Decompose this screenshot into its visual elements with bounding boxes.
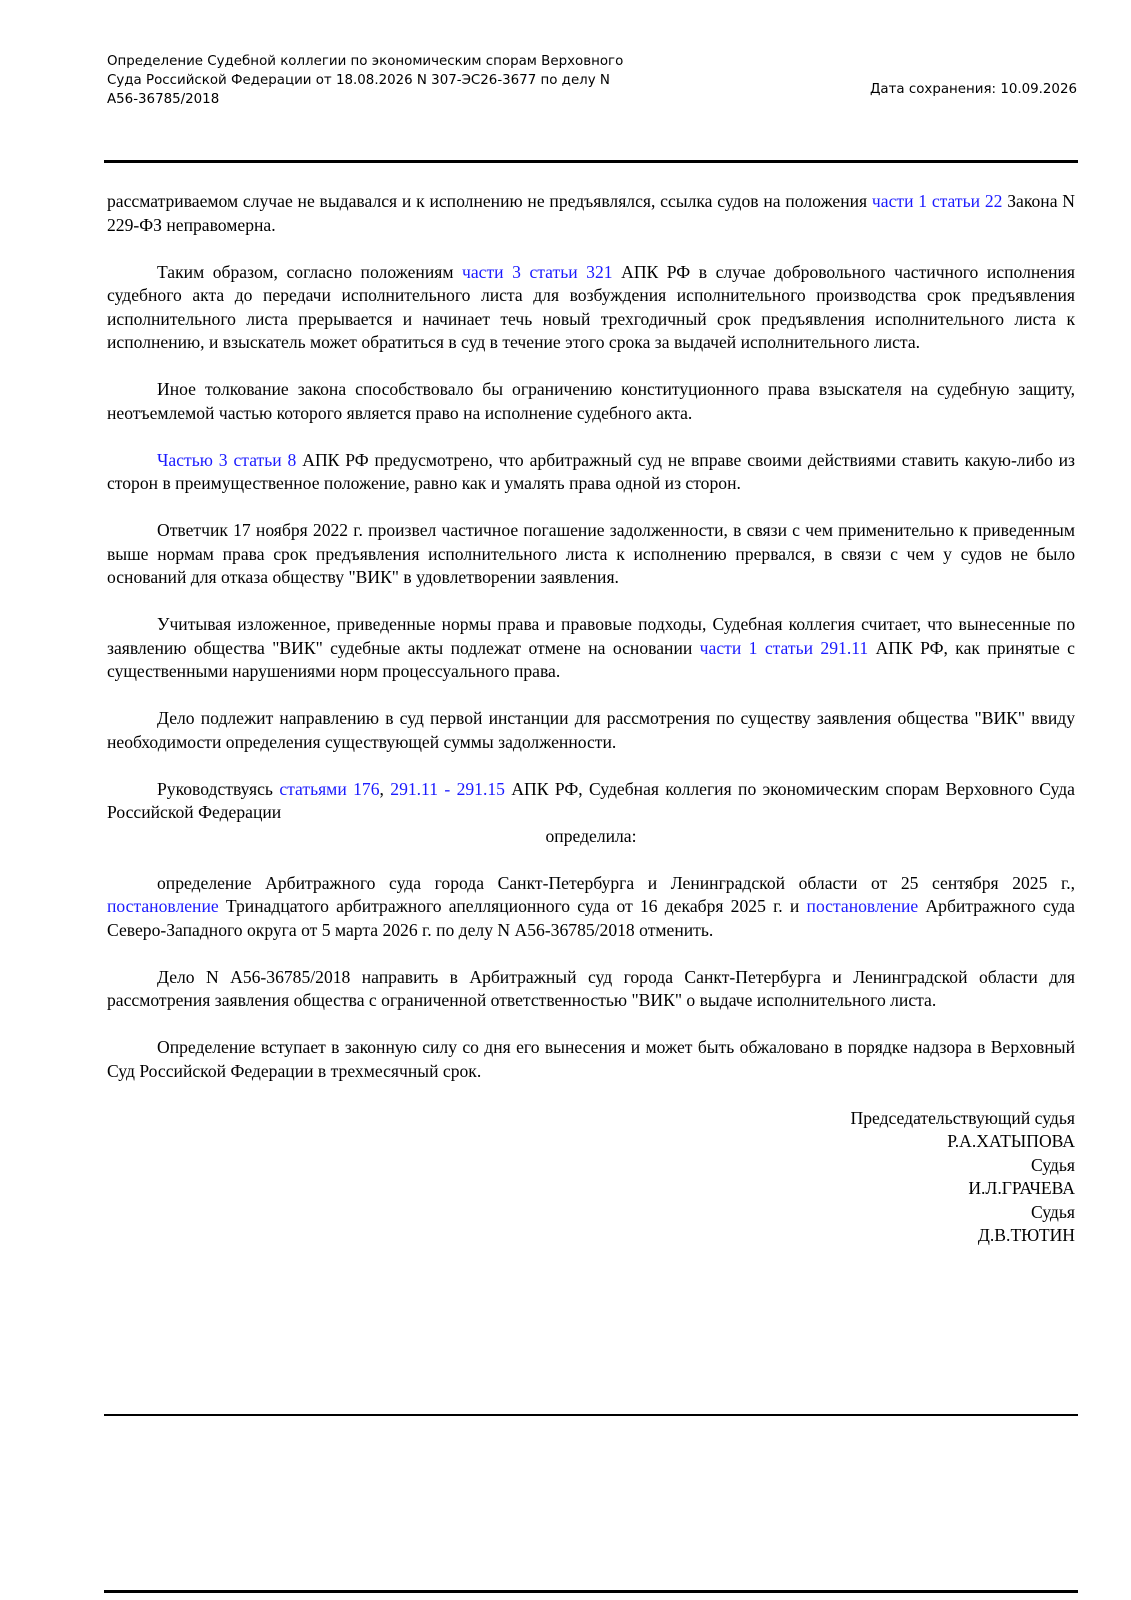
paragraph: рассматриваемом случае не выдавался и к исполнению не предъявлялся, ссылка судов на положения части 1 статьи 22 Закона N 229-ФЗ неправомерна. bbox=[107, 191, 1075, 235]
signature-line: Д.В.ТЮТИН bbox=[977, 1225, 1075, 1245]
footer-divider bbox=[104, 1590, 1078, 1593]
paragraph: Учитывая изложенное, приведенные нормы права и правовые подходы, Судебная коллегия считает, что вынесенные по заявлению общества "ВИК" судебные акты подлежат отмене на основании части 1 статьи 291.11 АПК РФ, как принятые с существенными нарушениями норм процессуального права. bbox=[107, 614, 1075, 681]
document-body bbox=[107, 190, 1075, 1248]
signature-line: Председательствующий судья bbox=[850, 1107, 1075, 1128]
signature-line: Судья bbox=[1030, 1154, 1075, 1175]
law-link[interactable]: 291.11 - 291.15 bbox=[390, 778, 505, 799]
signature-block bbox=[107, 1107, 1075, 1248]
law-link[interactable]: постановление bbox=[107, 896, 219, 916]
paragraph: Руководствуясь статьями 176, 291.11 - 291.15 АПК РФ, Судебная коллегия по экономическим спорам Верховного Суда Российской Федерации bbox=[107, 778, 1075, 822]
law-link[interactable]: части 1 статьи 291.11 bbox=[699, 637, 869, 658]
signature-line: Р.А.ХАТЫПОВА bbox=[947, 1131, 1075, 1151]
signature-line: Судья bbox=[1030, 1201, 1075, 1222]
paragraph: Дело подлежит направлению в суд первой инстанции для рассмотрения по существу заявления общества "ВИК" ввиду необходимости определения существующей суммы задолженности. bbox=[107, 708, 1075, 752]
signature-line: И.Л.ГРАЧЕВА bbox=[968, 1178, 1075, 1198]
title-line: А56-36785/2018 bbox=[107, 92, 220, 107]
document-title bbox=[107, 52, 667, 109]
decision-heading: определила: bbox=[545, 825, 637, 846]
title-line: Определение Судебной коллегии по экономическим спорам Верховного bbox=[107, 54, 624, 69]
header-divider bbox=[104, 160, 1078, 163]
paragraph: Определение вступает в законную силу со дня его вынесения и может быть обжаловано в порядке надзора в Верховный Суд Российской Федерации в трехмесячный срок. bbox=[107, 1037, 1075, 1081]
save-date: Дата сохранения: 10.09.2026 bbox=[869, 82, 1077, 97]
law-link[interactable]: части 1 статьи 22 bbox=[871, 191, 1003, 211]
paragraph: Таким образом, согласно положениям части 3 статьи 321 АПК РФ в случае добровольного частичного исполнения судебного акта до передачи исполнительного листа для возбуждения исполнительного производства срок предъявления исполнительного листа прерывается и начинает течь новый трехгодичный срок предъявления исполнительного листа к исполнению, и взыскатель может обратиться в суд в течение этого срока за выдачей исполнительного листа. bbox=[107, 261, 1075, 352]
law-link[interactable]: статьями 176 bbox=[279, 778, 380, 799]
paragraph: Частью 3 статьи 8 АПК РФ предусмотрено, что арбитражный суд не вправе своими действиями ставить какую-либо из сторон в преимущественное положение, равно как и умалять права одной из сторон. bbox=[107, 449, 1075, 493]
title-line: Суда Российской Федерации от 18.08.2026 N 307-ЭС26-3677 по делу N bbox=[107, 73, 610, 88]
paragraph: Дело N А56-36785/2018 направить в Арбитражный суд города Санкт-Петербурга и Ленинградской области для рассмотрения заявления общества с ограниченной ответственностью "ВИК" о выдаче исполнительного листа. bbox=[107, 966, 1075, 1010]
law-link[interactable]: постановление bbox=[806, 896, 919, 916]
law-link[interactable]: части 3 статьи 321 bbox=[462, 261, 613, 282]
paragraph: определение Арбитражного суда города Санкт-Петербурга и Ленинградской области от 25 сентября 2025 г., постановление Тринадцатого арбитражного апелляционного суда от 16 декабря 2025 г. и постановление Арбитражного суда Северо-Западного округа от 5 марта 2026 г. по делу N А56-36785/2018 отменить. bbox=[107, 872, 1075, 940]
paragraph: Иное толкование закона способствовало бы ограничению конституционного права взыскателя на судебную защиту, неотъемлемой частью которого является право на исполнение судебного акта. bbox=[107, 379, 1075, 423]
paragraph: Ответчик 17 ноября 2022 г. произвел частичное погашение задолженности, в связи с чем применительно к приведенным выше нормам права срок предъявления исполнительного листа к исполнению прервался, в связи с чем у судов не было оснований для отказа обществу "ВИК" в удовлетворении заявления. bbox=[107, 520, 1075, 587]
content-end-divider bbox=[104, 1414, 1078, 1416]
law-link[interactable]: Частью 3 статьи 8 bbox=[157, 449, 297, 470]
